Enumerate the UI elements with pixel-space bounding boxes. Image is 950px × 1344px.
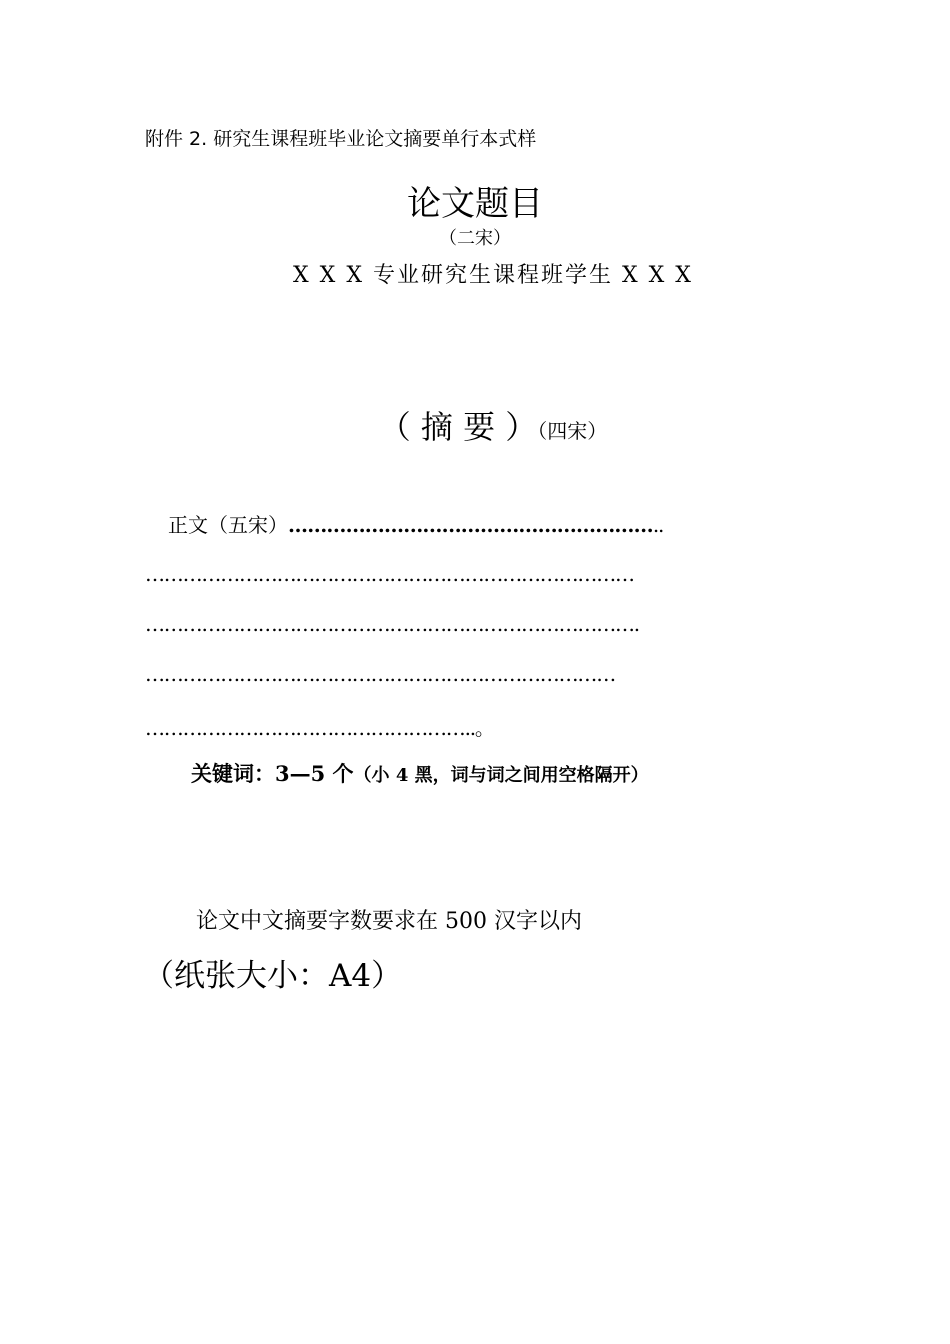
thesis-title: 论文题目 [407, 184, 543, 224]
keywords-note: （小 4 黑，词与词之间用空格隔开） [353, 765, 649, 786]
word-limit-note: 论文中文摘要字数要求在 500 汉字以内 [196, 909, 582, 934]
body-line-1-tail: .. [652, 513, 664, 537]
keywords-label: 关键词：3—5 个 [191, 761, 354, 786]
author-line: X X X 专业研究生课程班学生 X X X [293, 263, 693, 288]
paper-size-note: （纸张大小：A4） [143, 958, 403, 994]
body-lead: 正文（五宋） [168, 513, 288, 537]
title-font-note: （二宋） [439, 228, 511, 249]
body-line-1 [168, 509, 663, 538]
body-line-5: ……………………………………………..。 [145, 716, 494, 740]
body-line-4: ………………………………………………………………… [145, 662, 616, 686]
keywords-line [191, 758, 649, 788]
attachment-label: 附件 2. 研究生课程班毕业论文摘要单行本式样 [145, 128, 537, 150]
body-line-2: …………………………………………………………………… [145, 562, 634, 586]
abstract-heading [0, 402, 950, 448]
abstract-heading-font-note: （四宋） [537, 419, 608, 443]
abstract-heading-text: （ 摘 要 ） [378, 408, 538, 446]
body-line-3: ……………………………………………………………………. [145, 612, 639, 636]
body-line-1-dots: ………………………………………………… [288, 513, 653, 537]
